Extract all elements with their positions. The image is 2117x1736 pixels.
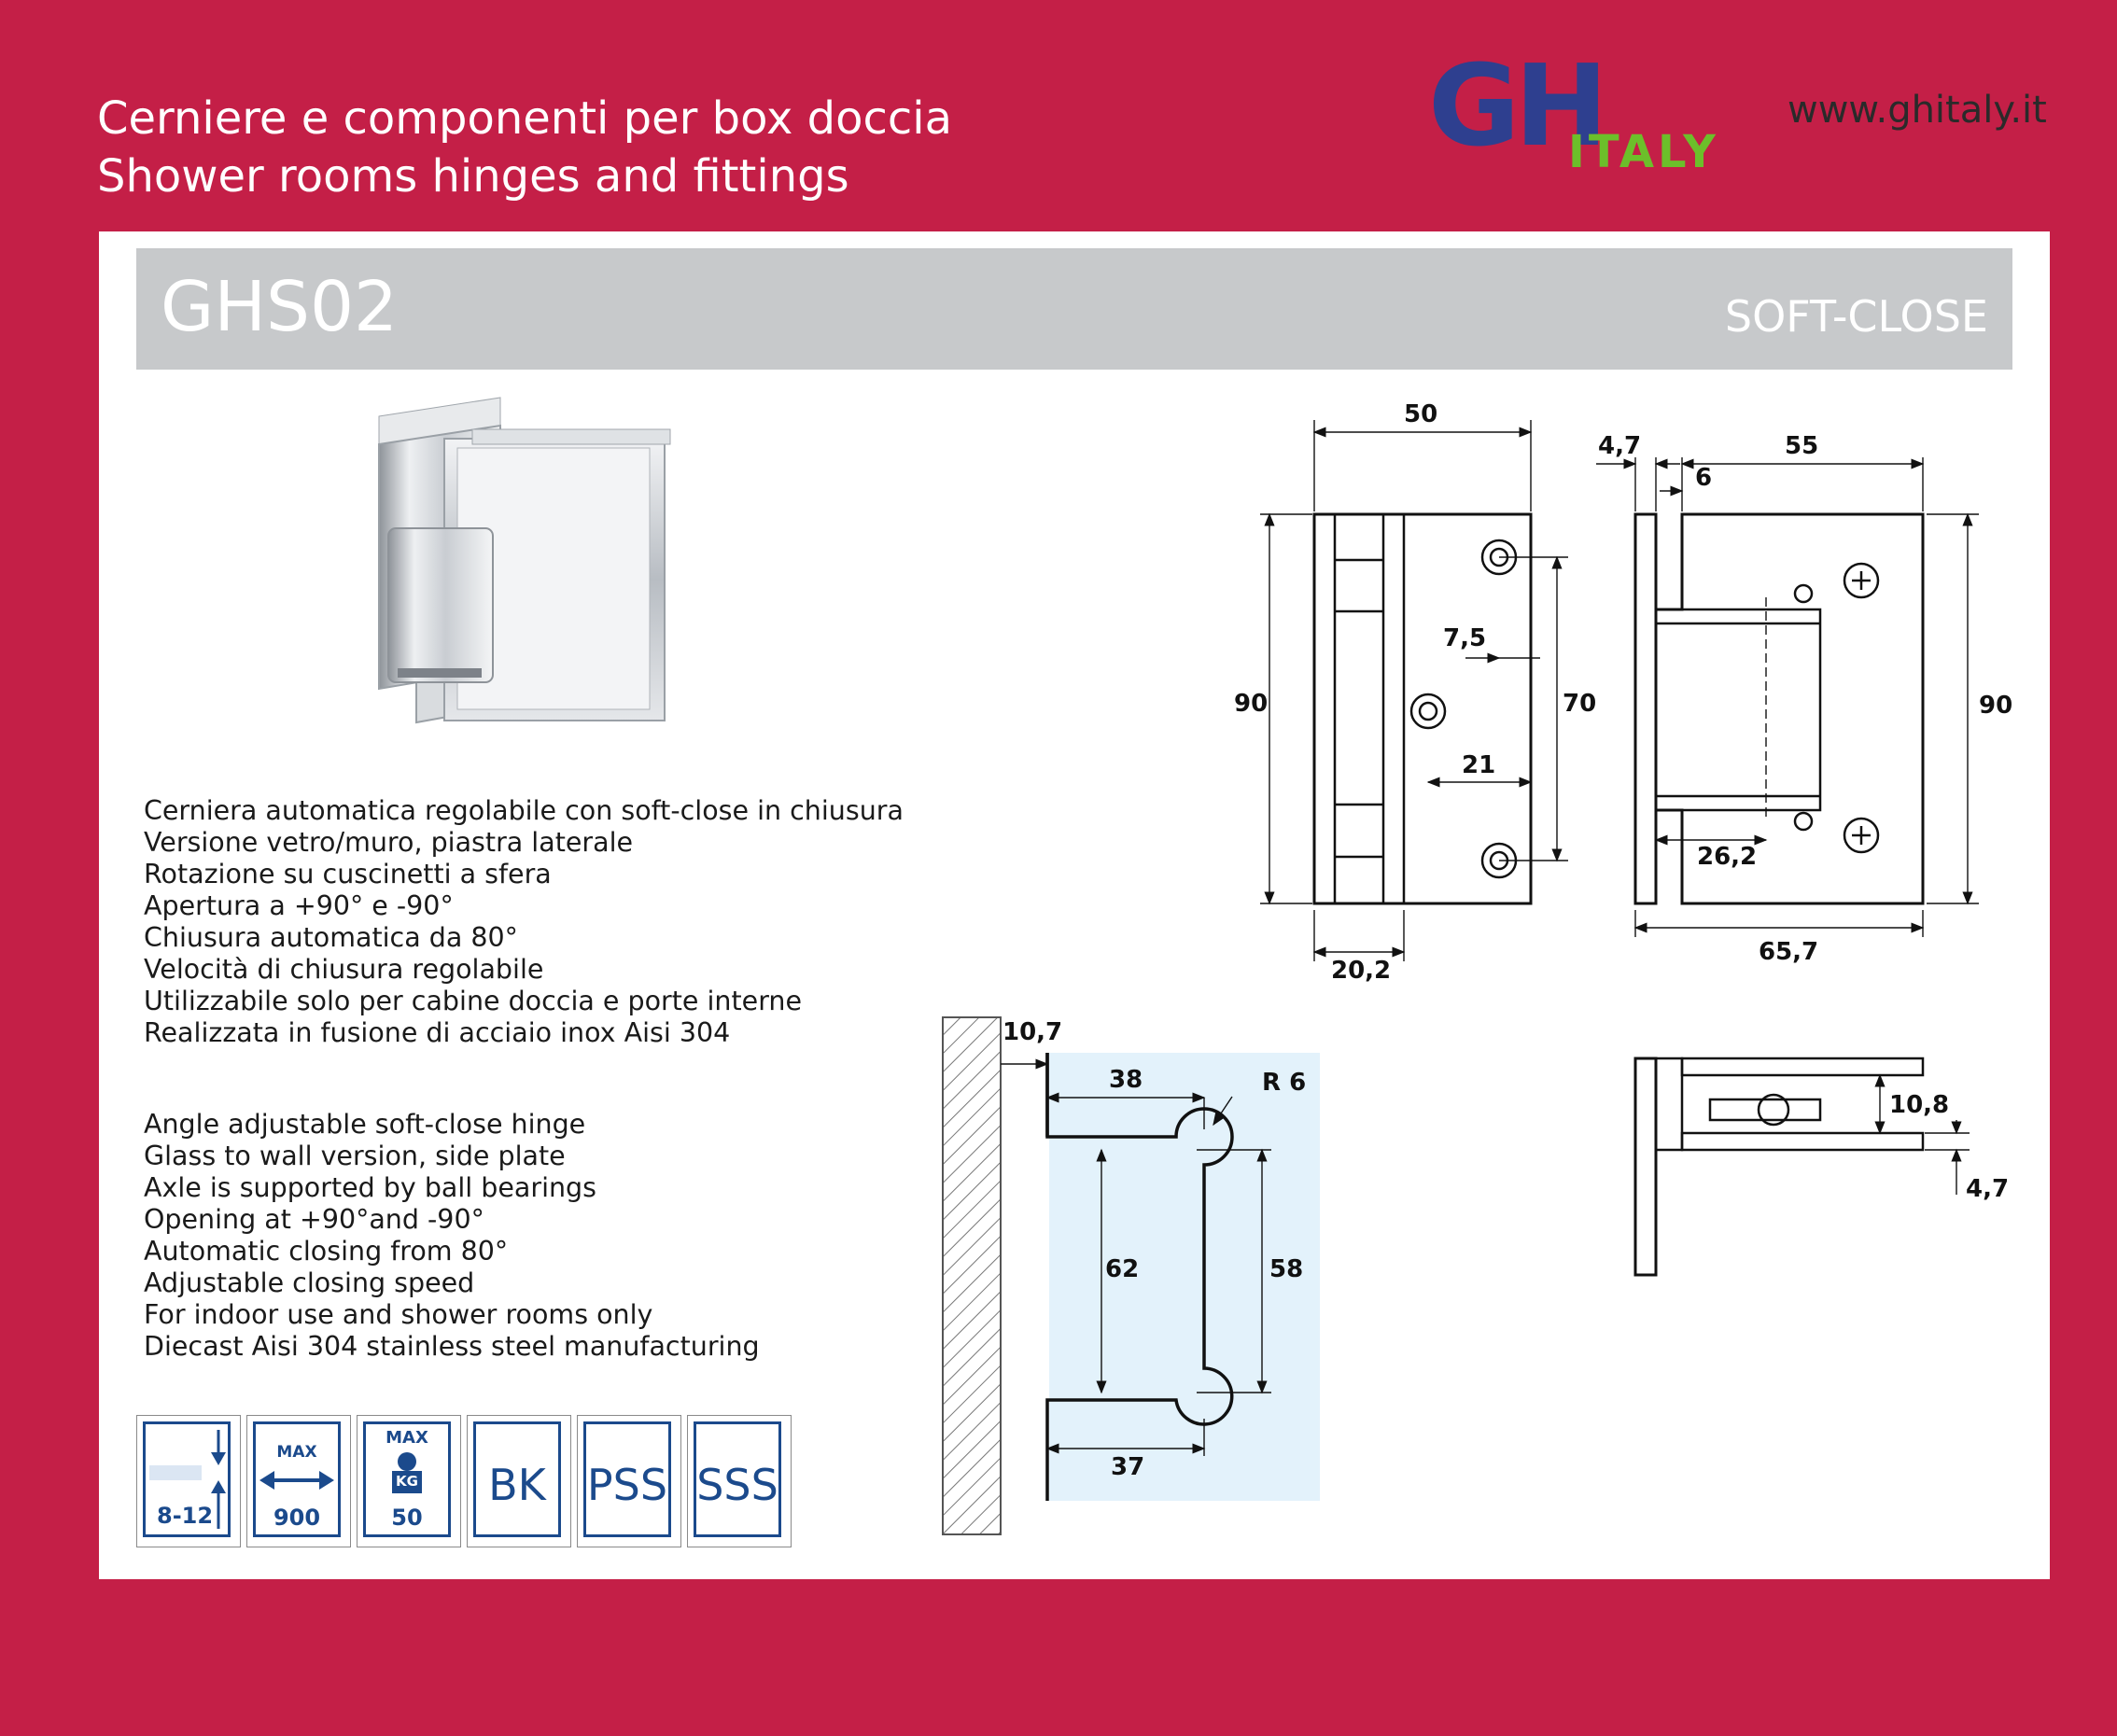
desc-it-line: Realizzata in fusione di acciaio inox Aisi 304: [144, 1017, 731, 1048]
desc-en-line: Glass to wall version, side plate: [144, 1141, 566, 1171]
dim-side-plate: 4,7: [1598, 432, 1642, 460]
desc-en-line: Angle adjustable soft-close hinge: [144, 1109, 586, 1140]
desc-it-line: Cerniera automatica regolabile con soft-close in chiusura: [144, 795, 904, 826]
dim-cutout-outer: 58: [1269, 1255, 1304, 1283]
max-weight-unit: KG: [396, 1473, 418, 1490]
dim-front-width: 50: [1404, 400, 1438, 428]
desc-it-line: Versione vetro/muro, piastra laterale: [144, 827, 634, 858]
desc-it-line: Velocità di chiusura regolabile: [144, 954, 544, 985]
product-code: GHS02: [161, 267, 399, 347]
finish-sss-label: SSS: [696, 1460, 778, 1510]
desc-it-line: Rotazione su cuscinetti a sfera: [144, 859, 552, 889]
dim-cutout-inner: 62: [1105, 1255, 1140, 1283]
dim-total-depth: 65,7: [1759, 938, 1819, 966]
dim-side-depth: 55: [1785, 432, 1819, 460]
dim-hole-spacing: 70: [1563, 690, 1597, 718]
desc-it-line: Apertura a +90° e -90°: [144, 890, 454, 921]
dim-body-offset: 26,2: [1697, 843, 1758, 871]
dim-cutout-offset: 10,7: [1002, 1018, 1063, 1046]
desc-en-line: Opening at +90°and -90°: [144, 1204, 484, 1235]
header-title-en: Shower rooms hinges and fittings: [97, 150, 849, 203]
desc-en-line: Axle is supported by ball bearings: [144, 1172, 597, 1203]
max-width-value: 900: [273, 1505, 321, 1531]
front-view-drawing: [1260, 420, 1568, 961]
website-link[interactable]: www.ghitaly.it: [1788, 89, 2047, 132]
finish-pss-label: PSS: [586, 1460, 668, 1510]
dim-cutout-top: 38: [1109, 1066, 1143, 1094]
logo-gh-text: GH: [1428, 51, 1603, 172]
dim-cutout-radius: R 6: [1262, 1069, 1307, 1097]
dim-top-plate: 4,7: [1966, 1175, 2010, 1203]
desc-en-line: Adjustable closing speed: [144, 1267, 475, 1298]
max-width-label: MAX: [276, 1443, 317, 1462]
desc-it-line: Utilizzabile solo per cabine doccia e porte interne: [144, 986, 803, 1016]
logo-italy-text: ITALY: [1568, 126, 1719, 173]
dim-front-height: 90: [1234, 690, 1269, 718]
desc-en-line: Automatic closing from 80°: [144, 1236, 509, 1267]
desc-en-line: For indoor use and shower rooms only: [144, 1299, 653, 1330]
finish-bk-label: BK: [488, 1460, 546, 1510]
dim-hole-offset: 7,5: [1443, 624, 1487, 652]
dim-center-offset: 21: [1462, 751, 1496, 779]
dim-side-height: 90: [1979, 692, 2013, 720]
dim-top-thickness: 10,8: [1889, 1091, 1950, 1119]
desc-en-line: Diecast Aisi 304 stainless steel manufacturing: [144, 1331, 760, 1362]
header-title-it: Cerniere e componenti per box doccia: [97, 92, 953, 145]
dim-side-gap: 6: [1695, 464, 1713, 492]
dim-plate-width: 20,2: [1331, 957, 1392, 985]
dim-cutout-bottom: 37: [1111, 1453, 1145, 1481]
product-tag: SOFT-CLOSE: [1724, 291, 1988, 342]
glass-thickness-value: 8-12: [157, 1503, 214, 1529]
side-view-drawing: [1596, 457, 1979, 937]
desc-it-line: Chiusura automatica da 80°: [144, 922, 518, 953]
max-weight-label: MAX: [386, 1428, 428, 1448]
max-weight-value: 50: [391, 1505, 423, 1531]
